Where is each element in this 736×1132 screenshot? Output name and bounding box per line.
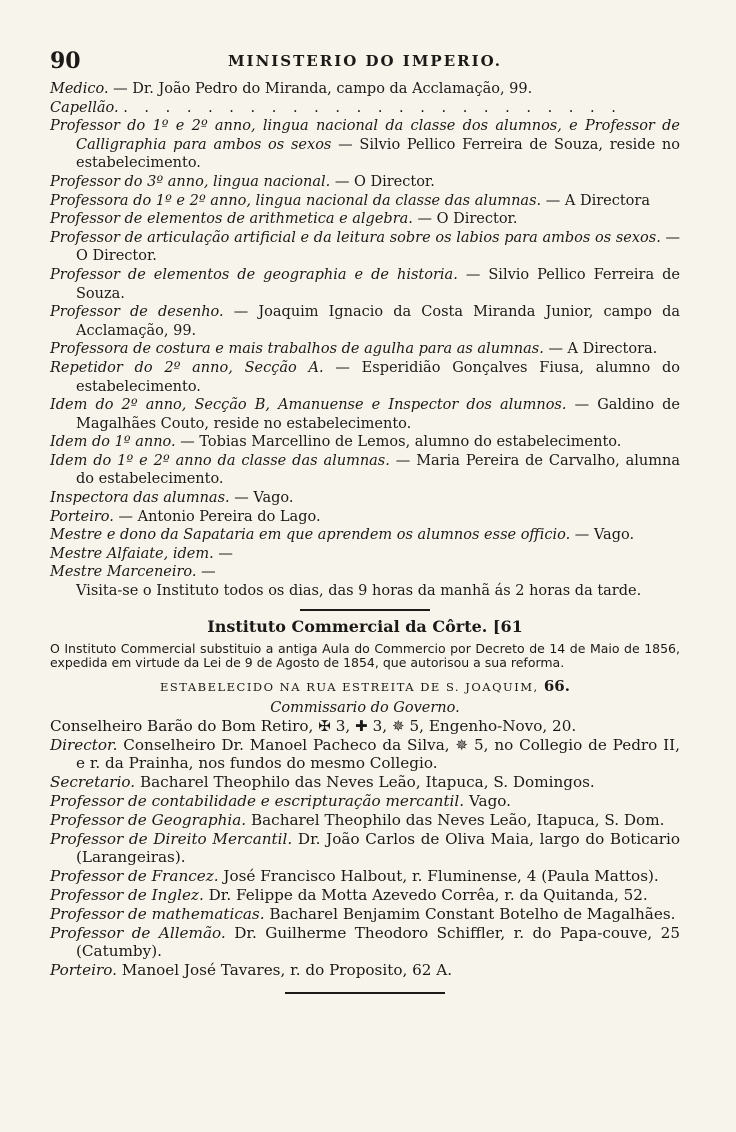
staff-role: Professor de Geographia. bbox=[50, 810, 247, 829]
staff-name: Dr. Felippe da Motta Azevedo Corrêa, r. da Quitanda, 52. bbox=[208, 885, 648, 904]
staff-entry bbox=[50, 773, 680, 792]
staff-role: Professor de Inglez. bbox=[50, 885, 204, 904]
staff-role: Professor de articulação artificial e da leitura sobre os labios para ambos os sexos. bbox=[50, 229, 661, 246]
staff-name: — Vago. bbox=[234, 490, 294, 507]
staff-role: Professor de elementos de arithmetica e algebra. bbox=[50, 211, 413, 228]
staff-role: Professora de costura e mais trabalhos de agulha para as alumnas. bbox=[50, 341, 544, 358]
section-address bbox=[50, 677, 680, 695]
staff-role: Director. bbox=[50, 735, 118, 754]
staff-name: Manoel José Tavares, r. do Proposito, 62 A. bbox=[121, 961, 453, 980]
staff-role: Professor de contabilidade e escripturação mercantil. bbox=[50, 792, 465, 810]
staff-name: Conselheiro Barão do Bom Retiro, ✠ 3, ✚ 3, ✵ 5, Engenho-Novo, 20. bbox=[50, 716, 577, 735]
staff-name: — Silvio Pellico Ferreira de Souza, reside no estabelecimento. bbox=[76, 136, 680, 172]
staff-name: — Galdino de Magalhães Couto, reside no estabelecimento. bbox=[76, 397, 681, 432]
staff-entry bbox=[50, 563, 680, 582]
staff-list-instituto-commercial bbox=[50, 717, 680, 980]
staff-entry bbox=[50, 396, 680, 433]
staff-entry bbox=[50, 99, 680, 118]
staff-entry bbox=[50, 830, 680, 868]
staff-entry bbox=[50, 717, 680, 736]
section-divider bbox=[300, 609, 430, 611]
staff-name: Bacharel Theophilo das Neves Leão, Itapuca, S. Domingos. bbox=[139, 773, 595, 792]
page-number: 90 bbox=[50, 48, 81, 74]
staff-role: Porteiro. bbox=[50, 961, 117, 980]
staff-entry bbox=[50, 229, 680, 266]
staff-name: — A Directora bbox=[545, 192, 650, 209]
staff-name: José Francisco Halbout, r. Fluminense, 4 (Paula Mattos). bbox=[223, 867, 659, 886]
staff-role: Mestre Alfaiate, idem. bbox=[50, 545, 214, 562]
staff-entry bbox=[50, 117, 680, 173]
staff-entry bbox=[50, 886, 680, 905]
staff-role: Idem do 2º anno, Secção B, Amanuense e Inspector dos alumnos. bbox=[50, 397, 567, 414]
staff-entry bbox=[50, 545, 680, 564]
staff-entry bbox=[50, 192, 680, 211]
staff-role: Repetidor do 2º anno, Secção A. bbox=[50, 359, 324, 376]
staff-role: Mestre Marceneiro. bbox=[50, 564, 197, 581]
staff-role: Professor de Francez. bbox=[50, 867, 219, 886]
staff-role: Mestre e dono da Sapataria em que aprendem os alumnos esse officio. bbox=[50, 527, 571, 544]
staff-role: Professor de desenho. bbox=[50, 304, 224, 321]
staff-name: Bacharel Benjamim Constant Botelho de Magalhães. bbox=[269, 904, 676, 923]
staff-role: Inspectora das alumnas. bbox=[50, 490, 230, 507]
staff-name: — O Director. bbox=[417, 211, 518, 228]
staff-entry bbox=[50, 359, 680, 396]
staff-name: Bacharel Theophilo das Neves Leão, Itapuca, S. Dom. bbox=[250, 810, 665, 829]
page-title: MINISTERIO DO IMPERIO. bbox=[227, 52, 503, 70]
staff-name: — bbox=[201, 564, 216, 581]
document-body bbox=[50, 80, 680, 1000]
staff-role: Professor de Allemão. bbox=[50, 923, 226, 942]
staff-role: Idem do 1º anno. bbox=[50, 434, 176, 451]
section-subheading: Commissario do Governo. bbox=[270, 699, 460, 716]
staff-entry bbox=[50, 905, 680, 924]
staff-name: — Vago. bbox=[574, 527, 635, 544]
staff-entry bbox=[50, 811, 680, 830]
staff-entry bbox=[50, 303, 680, 340]
staff-entry bbox=[50, 452, 680, 489]
address-label: ESTABELECIDO NA RUA ESTREITA DE S. JOAQUIM, bbox=[160, 679, 539, 694]
closing-divider bbox=[285, 992, 445, 994]
staff-name: — Joaquim Ignacio da Costa Miranda Junior, campo da Acclamação, 99. bbox=[76, 304, 681, 339]
staff-name: Dr. Guilherme Theodoro Schiffler, r. do Papa-couve, 25 (Catumby). bbox=[76, 923, 681, 961]
staff-entry bbox=[50, 508, 680, 527]
staff-role: Professor do 1º e 2º anno, lingua nacional da classe dos alumnos, e Professor de Calligraphia para ambos os sexos bbox=[50, 118, 680, 153]
staff-entry bbox=[50, 924, 680, 962]
staff-entry bbox=[50, 792, 680, 811]
staff-name: — O Director. bbox=[76, 229, 680, 265]
staff-entry bbox=[50, 736, 680, 774]
staff-role: Medico. bbox=[50, 81, 109, 97]
staff-name: — bbox=[218, 545, 233, 562]
staff-name: — Antonio Pereira do Lago. bbox=[118, 508, 321, 525]
section-note: O Instituto Commercial substituio a antiga Aula do Commercio por Decreto de 14 de Maio de 1856, expedida em virtude da Lei de 9 de Agosto de 1854, que autorisou a sua reforma. bbox=[50, 640, 680, 671]
staff-role: Idem do 1º e 2º anno da classe das alumnas. bbox=[50, 452, 390, 469]
staff-role: Professor de mathematicas. bbox=[50, 904, 265, 923]
staff-role: Secretario. bbox=[50, 773, 136, 792]
staff-entry bbox=[50, 433, 680, 452]
staff-entry bbox=[50, 526, 680, 545]
staff-name: — O Director. bbox=[334, 173, 435, 190]
staff-entry bbox=[50, 210, 680, 229]
staff-name: . . . . . . . . . . . . . . . . . . . . . . . . bbox=[123, 99, 622, 116]
staff-role: Capellão. bbox=[50, 99, 119, 116]
staff-name: Conselheiro Dr. Manoel Pacheco da Silva, ✵ 5, no Collegio de Pedro II, e r. da Prainha, nos fundos do mesmo Collegio. bbox=[76, 735, 680, 773]
staff-name: — Maria Pereira de Carvalho, alumna do estabelecimento. bbox=[76, 452, 681, 488]
address-number: 66. bbox=[543, 676, 570, 695]
section-title: Instituto Commercial da Côrte. [61 bbox=[207, 616, 523, 636]
staff-entry bbox=[50, 173, 680, 192]
staff-role: Professor do 3º anno, lingua nacional. bbox=[50, 173, 331, 190]
staff-role: Porteiro. bbox=[50, 508, 114, 525]
staff-entry bbox=[50, 961, 680, 980]
running-head bbox=[50, 48, 680, 72]
staff-entry bbox=[50, 266, 680, 303]
staff-name: — A Directora. bbox=[548, 341, 658, 358]
staff-entry bbox=[50, 489, 680, 508]
staff-entry bbox=[50, 80, 680, 99]
staff-name: — Dr. João Pedro do Miranda, campo da Acclamação, 99. bbox=[113, 81, 533, 97]
staff-name: Dr. João Carlos de Oliva Maia, largo do Boticario (Larangeiras). bbox=[76, 829, 681, 867]
staff-name: — Tobias Marcellino de Lemos, alumno do estabelecimento. bbox=[180, 434, 622, 451]
staff-role: Professora do 1º e 2º anno, lingua nacional da classe das alumnas. bbox=[50, 192, 542, 209]
staff-name: Vago. bbox=[468, 792, 511, 810]
staff-role: Professor de elementos de geographia e de historia. bbox=[50, 266, 458, 283]
staff-role: Professor de Direito Mercantil. bbox=[50, 829, 293, 848]
staff-entry bbox=[50, 867, 680, 886]
visiting-hours: Visita-se o Instituto todos os dias, das 9 horas da manhã ás 2 horas da tarde. bbox=[76, 583, 642, 600]
staff-entry bbox=[50, 340, 680, 359]
staff-list-instituto-surdos-mudos bbox=[50, 80, 680, 582]
staff-name: — Silvio Pellico Ferreira de Souza. bbox=[76, 266, 681, 302]
staff-name: — Esperidião Gonçalves Fiusa, alumno do estabelecimento. bbox=[76, 359, 680, 395]
